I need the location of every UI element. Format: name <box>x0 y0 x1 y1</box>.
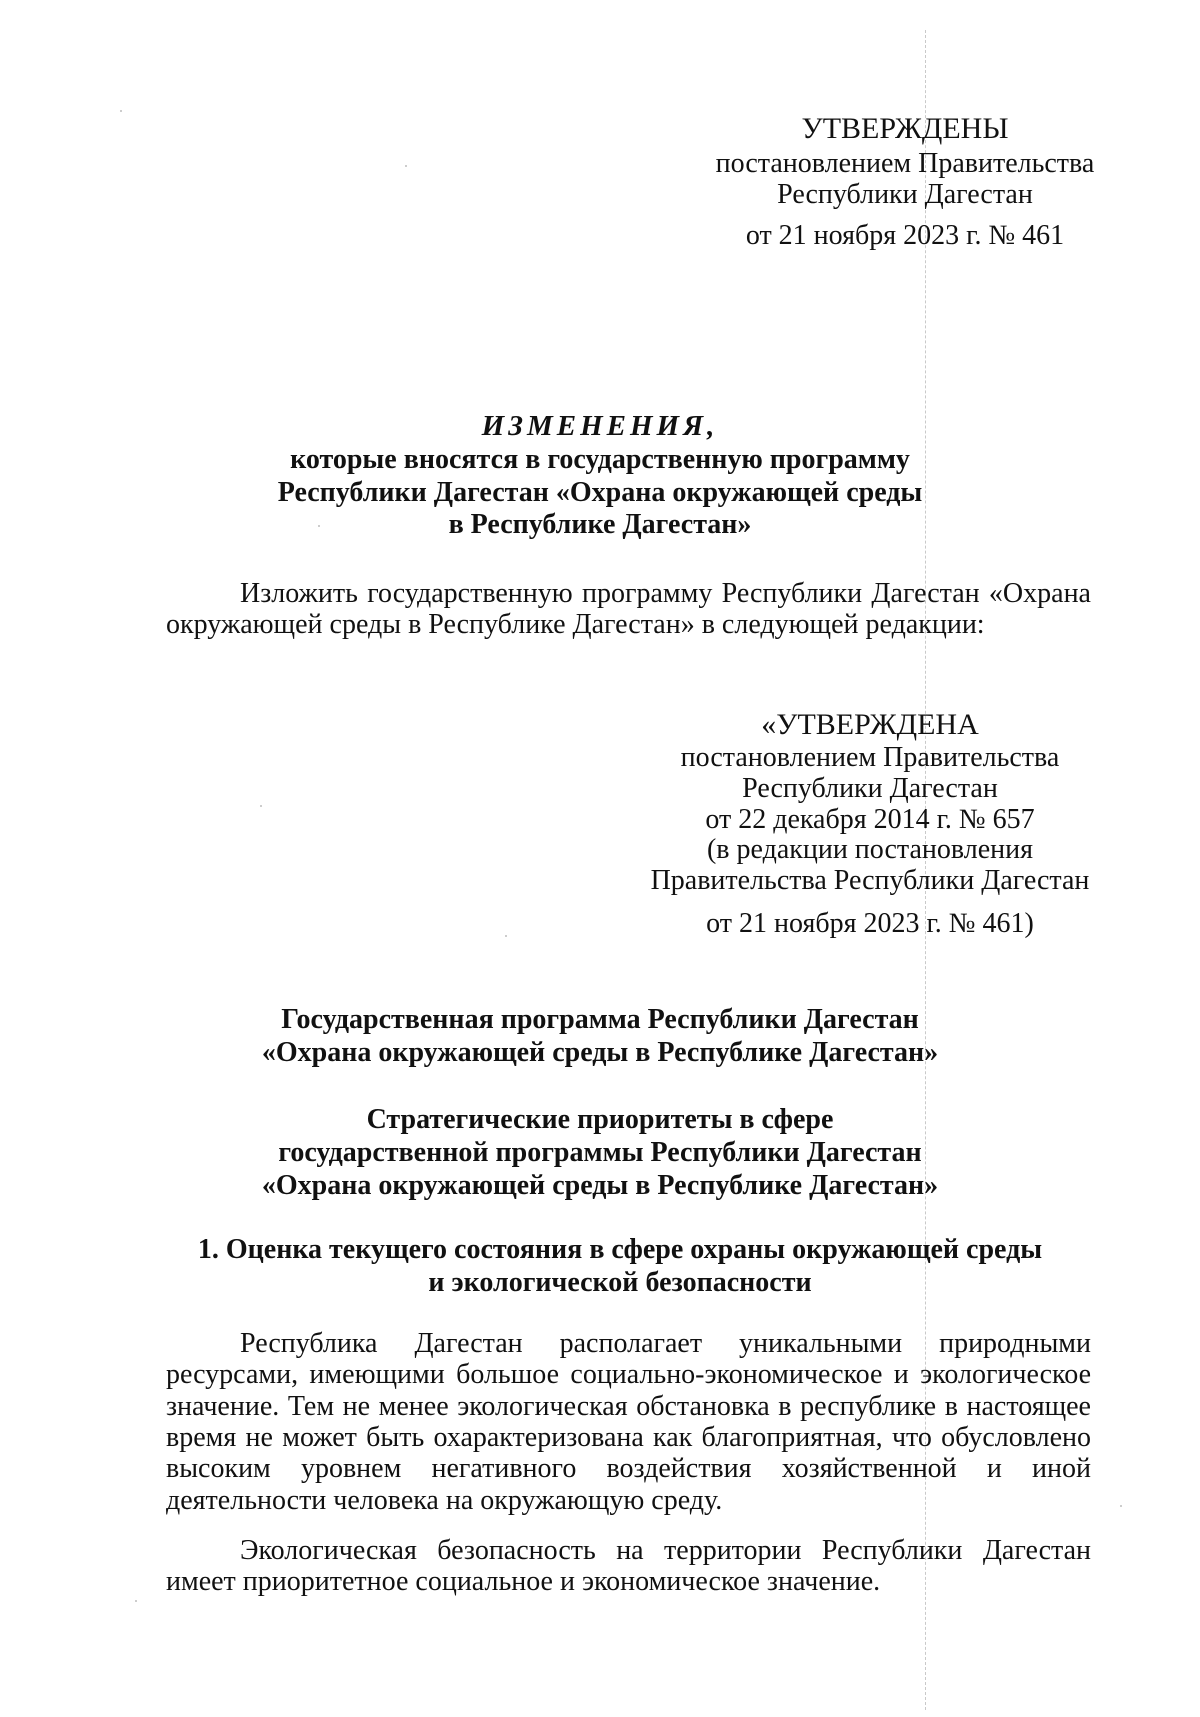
approval-program-line-1: «УТВЕРЖДЕНА <box>761 708 979 741</box>
body-paragraph-2: Экологическая безопасность на территории Республики Дагестан имеет приоритетное социальное и экономическое значение. <box>166 1535 1091 1598</box>
priorities-title-line-1: Стратегические приоритеты в сфере <box>366 1104 834 1135</box>
scan-speck <box>260 805 262 807</box>
approval-program-line-3: Республики Дагестан <box>742 772 998 804</box>
changes-heading <box>150 410 1050 542</box>
approval-stamp-program <box>620 708 1120 940</box>
approval-program-line-2: постановлением Правительства <box>680 742 1060 773</box>
scan-speck <box>135 1600 137 1602</box>
scan-speck <box>505 935 507 937</box>
approval-top-line-4: от 21 ноября 2023 г. № 461 <box>745 219 1065 251</box>
scan-speck <box>1120 1505 1122 1507</box>
approval-program-line-7: от 21 ноября 2023 г. № 461) <box>706 907 1034 939</box>
priorities-title-line-3: «Охрана окружающей среды в Республике Дагестан» <box>261 1169 939 1201</box>
approval-program-line-6: Правительства Республики Дагестан <box>650 865 1090 897</box>
intro-paragraph: Изложить государственную программу Республики Дагестан «Охрана окружающей среды в Республике Дагестан» в следующей редакции: <box>166 578 1091 641</box>
approval-top-line-3: Республики Дагестан <box>777 178 1033 210</box>
changes-heading-line-2: которые вносятся в государственную программу <box>290 443 910 475</box>
approval-top-line-2: постановлением Правительства <box>715 148 1095 179</box>
section-1-title-line-2: и экологической безопасности <box>428 1266 812 1298</box>
changes-title: ИЗМЕНЕНИЯ, <box>481 410 719 442</box>
program-title-line-2: «Охрана окружающей среды в Республике Дагестан» <box>261 1036 939 1068</box>
approval-top-line-1: УТВЕРЖДЕНЫ <box>801 112 1009 145</box>
section-1-title <box>150 1234 1090 1300</box>
program-title <box>150 1004 1050 1070</box>
scan-speck <box>405 165 407 167</box>
priorities-title <box>150 1104 1050 1202</box>
body-paragraph-1: Республика Дагестан располагает уникальными природными ресурсами, имеющими большое социально-экономическое и экологическое значение. Тем не менее экологическая обстановка в республике в настоящее время не может быть охарактеризована как благоприятная, что обусловлено высоким уровнем негативного воздействия хозяйственной и иной деятельности человека на окружающую среду. <box>166 1328 1091 1516</box>
priorities-title-line-2: государственной программы Республики Дагестан <box>278 1136 922 1168</box>
approval-program-line-4: от 22 декабря 2014 г. № 657 <box>705 803 1035 835</box>
section-1-title-line-1: 1. Оценка текущего состояния в сфере охраны окружающей среды <box>197 1234 1043 1265</box>
approval-program-line-5: (в редакции постановления <box>706 834 1034 866</box>
changes-heading-line-3: Республики Дагестан «Охрана окружающей среды <box>277 476 923 508</box>
changes-heading-line-4: в Республике Дагестан» <box>448 509 752 541</box>
program-title-line-1: Государственная программа Республики Дагестан <box>281 1004 919 1035</box>
approval-stamp-top <box>680 112 1130 251</box>
scan-speck <box>120 110 122 112</box>
